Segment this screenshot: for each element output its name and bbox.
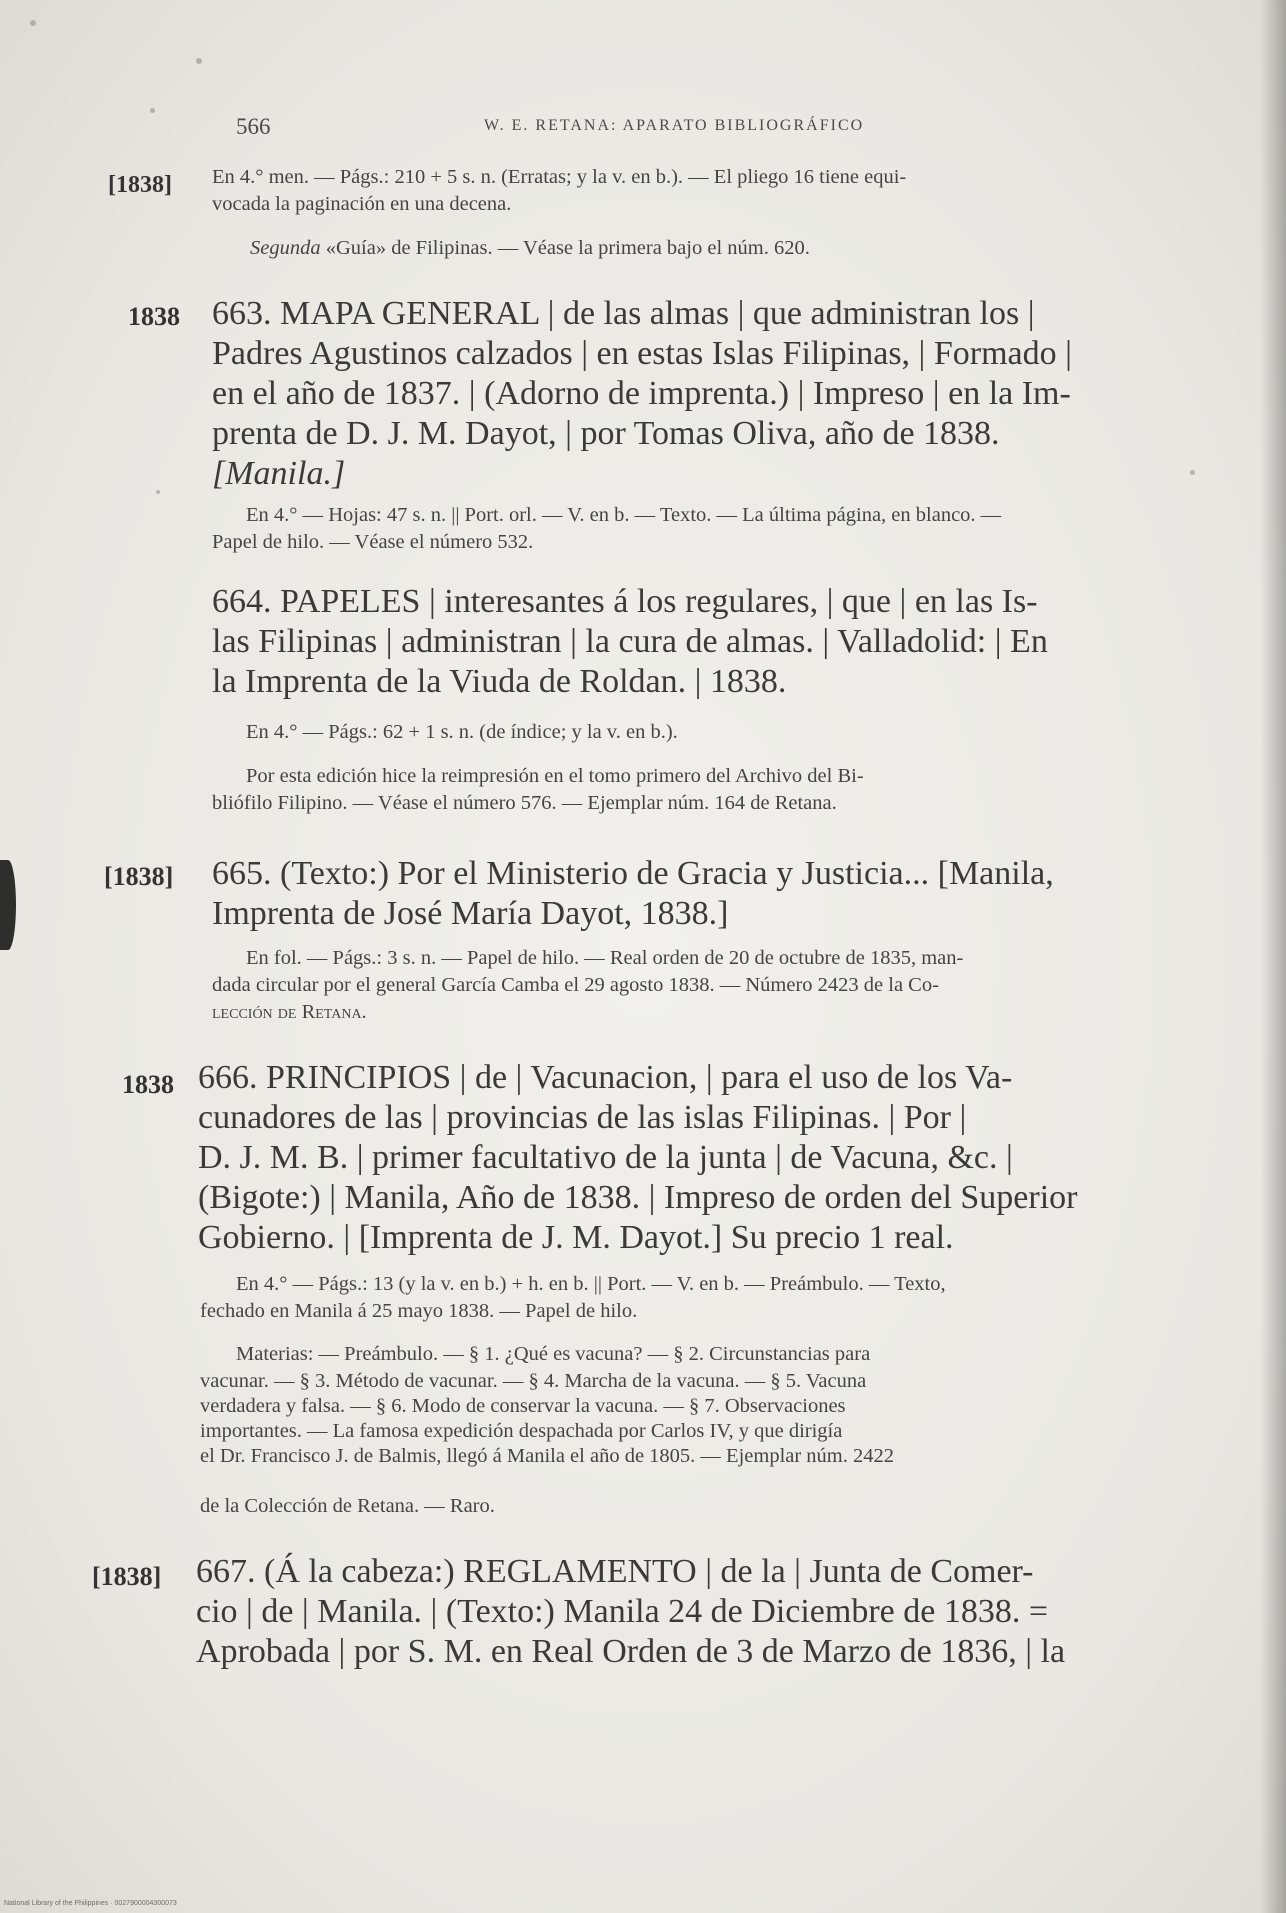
entry-notes [200, 1299, 1208, 1324]
entry-notes [212, 791, 1208, 816]
title-line: 666. PRINCIPIOS | de | Vacunacion, | para el uso de los Va- [198, 1059, 1013, 1096]
entry-year: [1838] [108, 172, 172, 198]
note-line: Materias: — Preámbulo. — § 1. ¿Qué es vacuna? — § 2. Circunstancias para [236, 1343, 871, 1365]
materias-notes [236, 1342, 1208, 1367]
scan-footer: National Library of the Philippines · 0027900004300073 [4, 1900, 177, 1907]
note-line: el Dr. Francisco J. de Balmis, llegó á Manila el año de 1805. — Ejemplar núm. 2422 [200, 1445, 895, 1467]
entry-notes [212, 530, 1208, 555]
title-line: [Manila.] [212, 455, 346, 492]
segunda-text: «Guía» de Filipinas. — Véase la primera bajo el núm. 620. [320, 237, 810, 259]
note-line: de la Colección de Retana. — Raro. [200, 1495, 495, 1517]
running-title: W. E. RETANA: APARATO BIBLIOGRÁFICO [484, 117, 865, 134]
title-line: cunadores de las | provincias de las islas Filipinas. | Por | [198, 1099, 967, 1136]
entry-notes [236, 1272, 1208, 1297]
entry-title [212, 582, 1206, 702]
entry-notes [212, 192, 1208, 217]
title-line: D. J. M. B. | primer facultativo de la junta | de Vacuna, &c. | [198, 1139, 1013, 1176]
note-line: En 4.° — Hojas: 47 s. n. || Port. orl. — V. en b. — Texto. — La última página, en blanco. — [246, 504, 1002, 526]
entry-notes [246, 503, 1208, 528]
title-line: prenta de D. J. M. Dayot, | por Tomas Oliva, año de 1838. [212, 415, 1000, 452]
note-line: En 4.° men. — Págs.: 210 + 5 s. n. (Erratas; y la v. en b.). — El pliego 16 tiene equi- [212, 166, 907, 188]
page-number: 566 [236, 114, 271, 139]
title-line: Padres Agustinos calzados | en estas Islas Filipinas, | Formado | [212, 335, 1072, 372]
entry-title [198, 1058, 1206, 1258]
binding-blot [0, 860, 16, 950]
note-line: lección de Retana. [212, 1001, 367, 1023]
note-line: vacunar. — § 3. Método de vacunar. — § 4. Marcha de la vacuna. — § 5. Vacuna [200, 1370, 867, 1392]
title-line: en el año de 1837. | (Adorno de imprenta.) | Impreso | en la Im- [212, 375, 1071, 412]
speckle [150, 108, 155, 113]
title-line: las Filipinas | administran | la cura de almas. | Valladolid: | En [212, 623, 1048, 660]
note-line: Por esta edición hice la reimpresión en el tomo primero del Archivo del Bi- [246, 765, 864, 787]
title-line: Gobierno. | [Imprenta de J. M. Dayot.] Su precio 1 real. [198, 1219, 954, 1256]
title-line: Imprenta de José María Dayot, 1838.] [212, 895, 729, 932]
speckle [30, 20, 36, 26]
note-line: Papel de hilo. — Véase el número 532. [212, 531, 534, 553]
note-line: dada circular por el general García Camba el 29 agosto 1838. — Número 2423 de la Co- [212, 974, 939, 996]
entry-title [196, 1552, 1206, 1672]
note-line: En 4.° — Págs.: 13 (y la v. en b.) + h. en b. || Port. — V. en b. — Preámbulo. — Texto, [236, 1273, 946, 1295]
title-line: la Imprenta de la Viuda de Roldan. | 1838. [212, 663, 787, 700]
note-line: importantes. — La famosa expedición despachada por Carlos IV, y que dirigía [200, 1420, 843, 1442]
entry-year: 1838 [122, 1070, 174, 1099]
title-line: 664. PAPELES | interesantes á los regulares, | que | en las Is- [212, 583, 1038, 620]
title-line: Aprobada | por S. M. en Real Orden de 3 de Marzo de 1836, | la [196, 1633, 1066, 1670]
entry-notes [212, 1000, 1208, 1025]
note-line: vocada la paginación en una decena. [212, 193, 512, 215]
entry-title [212, 294, 1206, 494]
speckle [156, 490, 160, 494]
entry-notes [212, 973, 1208, 998]
entry-notes [212, 165, 1208, 190]
note-line: En fol. — Págs.: 3 s. n. — Papel de hilo. — Real orden de 20 de octubre de 1835, man- [246, 947, 964, 969]
segunda-italic: Segunda [250, 237, 321, 259]
running-header [0, 114, 1286, 144]
entry-notes [246, 764, 1208, 789]
title-line: 663. MAPA GENERAL | de las almas | que administran los | [212, 295, 1035, 332]
title-line: (Bigote:) | Manila, Año de 1838. | Impreso de orden del Superior [198, 1179, 1078, 1216]
materias-notes [200, 1494, 1208, 1519]
note-line: verdadera y falsa. — § 6. Modo de conservar la vacuna. — § 7. Observaciones [200, 1395, 846, 1417]
note-line: bliófilo Filipino. — Véase el número 576. — Ejemplar núm. 164 de Retana. [212, 792, 837, 814]
materias-notes [200, 1369, 1208, 1469]
page-edge-shadow [1260, 0, 1286, 1913]
title-line: 665. (Texto:) Por el Ministerio de Gracia y Justicia... [Manila, [212, 855, 1054, 892]
entry-title [212, 854, 1206, 934]
segunda-note [250, 236, 1208, 261]
entry-notes [246, 946, 1208, 971]
title-line: cio | de | Manila. | (Texto:) Manila 24 de Diciembre de 1838. = [196, 1593, 1049, 1630]
title-line: 667. (Á la cabeza:) REGLAMENTO | de la | Junta de Comer- [196, 1553, 1034, 1590]
entry-note: En 4.° — Págs.: 62 + 1 s. n. (de índice; y la v. en b.). [246, 721, 678, 743]
entry-year: 1838 [128, 302, 180, 331]
entry-year: [1838] [92, 1562, 162, 1591]
entry-year: [1838] [104, 862, 174, 891]
speckle [196, 58, 202, 64]
note-line: fechado en Manila á 25 mayo 1838. — Papel de hilo. [200, 1300, 638, 1322]
